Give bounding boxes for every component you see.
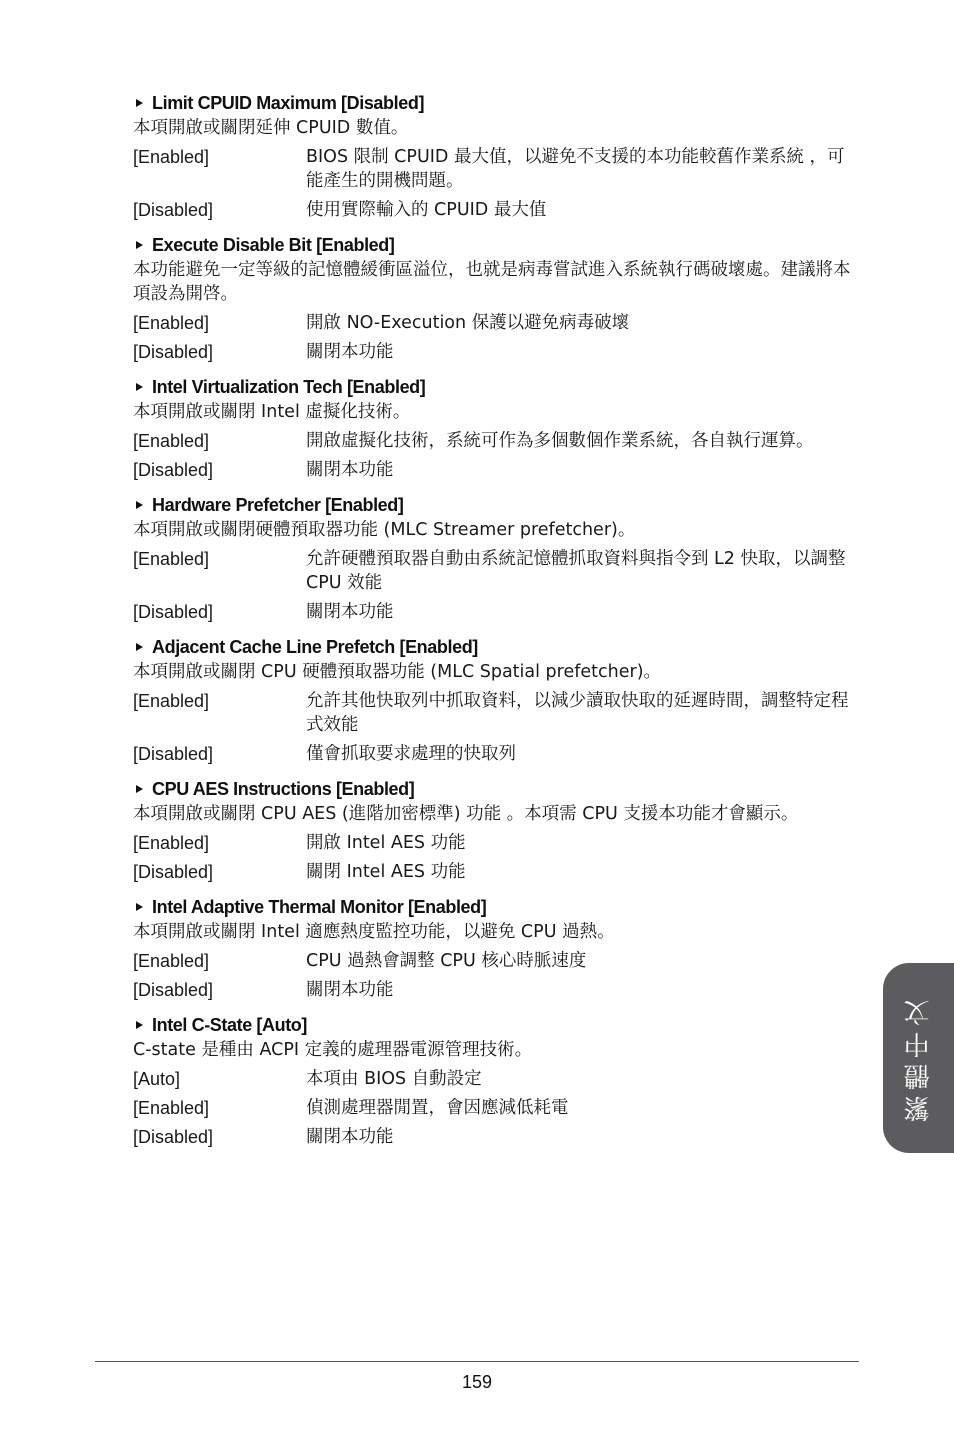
section-intel-virtualization [133, 374, 863, 482]
option-key: [Disabled] [133, 200, 214, 220]
option-row [133, 547, 863, 595]
bullet-icon [136, 383, 143, 391]
option-row [133, 831, 863, 855]
section-description: 本項開啟或關閉 Intel 虛擬化技術。 [133, 402, 411, 422]
option-row [133, 1125, 863, 1149]
option-row [133, 1067, 863, 1091]
option-key: [Enabled] [133, 549, 210, 569]
option-key: [Disabled] [133, 342, 214, 362]
option-row [133, 311, 863, 335]
option-value: 使用實際輸入的 CPUID 最大值 [306, 200, 547, 220]
bullet-icon [136, 501, 143, 509]
section-intel-c-state [133, 1012, 863, 1149]
bullet-icon [136, 785, 143, 793]
option-value: 僅會抓取要求處理的快取列 [306, 744, 516, 764]
section-heading: Hardware Prefetcher [Enabled] [133, 492, 863, 518]
option-row [133, 340, 863, 364]
option-row [133, 145, 863, 193]
page-number: 159 [461, 1372, 493, 1392]
bullet-icon [136, 241, 143, 249]
section-execute-disable-bit [133, 232, 863, 364]
bullet-icon [136, 903, 143, 911]
section-adaptive-thermal [133, 894, 863, 1002]
option-value: 本項由 BIOS 自動設定 [306, 1069, 482, 1089]
option-key: [Auto] [133, 1069, 181, 1089]
option-key: [Enabled] [133, 313, 210, 333]
option-value: 允許硬體預取器自動由系統記憶體抓取資料與指令到 L2 快取，以調整 CPU 效能 [306, 549, 846, 593]
option-value: BIOS 限制 CPUID 最大值，以避免不支援的本功能較舊作業系統 ，可能產生的開機問題。 [306, 147, 845, 191]
option-value: 開啟 NO-Execution 保護以避免病毒破壞 [306, 313, 630, 333]
section-description: 本項開啟或關閉 Intel 適應熱度監控功能，以避免 CPU 過熱。 [133, 922, 615, 942]
section-description: 本項開啟或關閉延伸 CPUID 數值。 [133, 118, 409, 138]
option-value: 關閉本功能 [306, 460, 394, 480]
section-description: 本項開啟或關閉 CPU AES (進階加密標準) 功能 。本項需 CPU 支援本功能才會顯示。 [133, 804, 799, 824]
section-limit-cpuid [133, 90, 863, 222]
option-key: [Enabled] [133, 833, 210, 853]
bullet-icon [136, 99, 143, 107]
bullet-icon [136, 643, 143, 651]
option-key: [Disabled] [133, 980, 214, 1000]
option-row [133, 742, 863, 766]
section-heading: Intel Virtualization Tech [Enabled] [133, 374, 863, 400]
option-key: [Disabled] [133, 460, 214, 480]
option-row [133, 600, 863, 624]
option-value: CPU 過熱會調整 CPU 核心時脈速度 [306, 951, 587, 971]
option-key: [Enabled] [133, 431, 210, 451]
section-heading: CPU AES Instructions [Enabled] [133, 776, 863, 802]
section-description: 本功能避免一定等級的記憶體緩衝區溢位，也就是病毒嘗試進入系統執行碼破壞處。建議將本項設為開啓。 [133, 260, 851, 304]
option-key: [Disabled] [133, 602, 214, 622]
section-description: C-state 是種由 ACPI 定義的處理器電源管理技術。 [133, 1040, 533, 1060]
section-heading: Intel Adaptive Thermal Monitor [Enabled] [133, 894, 863, 920]
option-value: 偵測處理器閒置，會因應減低耗電 [306, 1098, 569, 1118]
option-row [133, 458, 863, 482]
option-key: [Enabled] [133, 951, 210, 971]
option-key: [Disabled] [133, 862, 214, 882]
option-key: [Disabled] [133, 1127, 214, 1147]
option-row [133, 860, 863, 884]
option-value: 關閉本功能 [306, 980, 394, 1000]
section-description: 本項開啟或關閉硬體預取器功能 (MLC Streamer prefetcher)。 [133, 520, 636, 540]
option-value: 開啟虛擬化技術，系統可作為多個數個作業系統，各自執行運算。 [306, 431, 814, 451]
option-value: 開啟 Intel AES 功能 [306, 833, 466, 853]
option-value: 關閉 Intel AES 功能 [306, 862, 466, 882]
section-heading: Limit CPUID Maximum [Disabled] [133, 90, 863, 116]
section-description: 本項開啟或關閉 CPU 硬體預取器功能 (MLC Spatial prefetcher)。 [133, 662, 662, 682]
option-row [133, 429, 863, 453]
language-tab [883, 963, 954, 1153]
bullet-icon [136, 1021, 143, 1029]
option-value: 關閉本功能 [306, 342, 394, 362]
manual-content [133, 90, 863, 1159]
option-row [133, 949, 863, 973]
section-heading: Intel C-State [Auto] [133, 1012, 863, 1038]
option-row [133, 198, 863, 222]
option-value: 允許其他快取列中抓取資料，以減少讀取快取的延遲時間，調整特定程式效能 [306, 691, 849, 735]
section-heading: Execute Disable Bit [Enabled] [133, 232, 863, 258]
option-key: [Disabled] [133, 744, 214, 764]
option-row [133, 1096, 863, 1120]
section-heading: Adjacent Cache Line Prefetch [Enabled] [133, 634, 863, 660]
language-tab-label: 繁體中文 [903, 994, 934, 1122]
section-adjacent-cache-line [133, 634, 863, 766]
option-key: [Enabled] [133, 147, 210, 167]
option-row [133, 689, 863, 737]
option-value: 關閉本功能 [306, 1127, 394, 1147]
footer-divider [95, 1361, 859, 1362]
option-value: 關閉本功能 [306, 602, 394, 622]
option-key: [Enabled] [133, 1098, 210, 1118]
section-cpu-aes [133, 776, 863, 884]
section-hardware-prefetcher [133, 492, 863, 624]
option-key: [Enabled] [133, 691, 210, 711]
option-row [133, 978, 863, 1002]
